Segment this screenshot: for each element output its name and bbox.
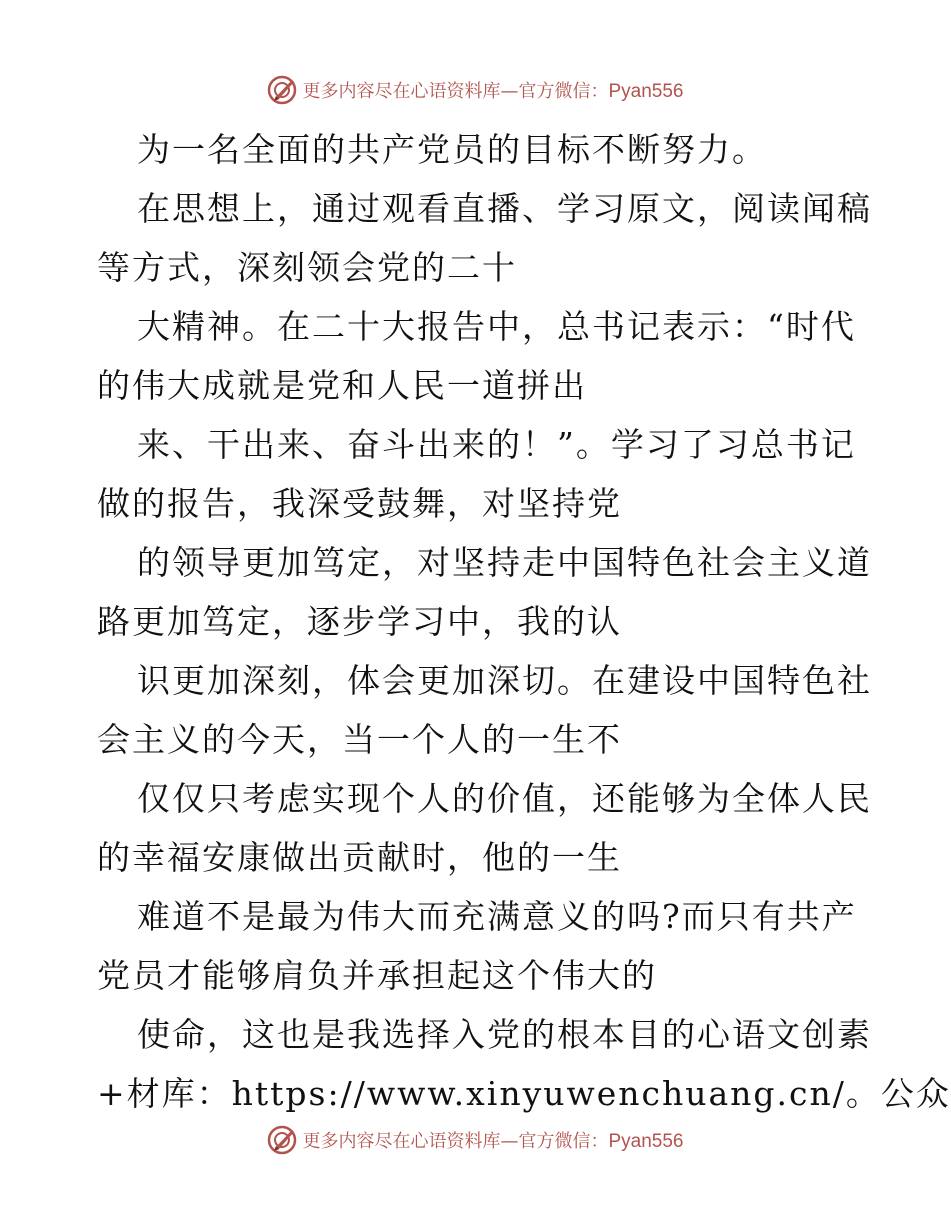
body-line: 的伟大成就是党和人民一道拼出 <box>97 366 587 405</box>
body-line: 的领导更加笃定，对坚持走中国特色社会主义道 <box>137 543 872 582</box>
footer-banner-text: 更多内容尽在心语资料库—官方微信：Pyan556 <box>302 1131 684 1152</box>
header-banner <box>0 70 950 110</box>
body-line: 大精神。在二十大报告中，总书记表示：“时代 <box>137 307 856 346</box>
body-line: 路更加笃定，逐步学习中，我的认 <box>97 602 622 641</box>
body-line: 党员才能够肩负并承担起这个伟大的 <box>97 956 657 995</box>
body-line: 会主义的今天，当一个人的一生不 <box>97 720 622 759</box>
body-line: 的幸福安康做出贡献时，他的一生 <box>97 838 622 877</box>
body-line: 识更加深刻，体会更加深切。在建设中国特色社 <box>137 661 872 700</box>
body-line: 仅仅只考虑实现个人的价值，还能够为全体人民 <box>137 779 872 818</box>
body-line: 难道不是最为伟大而充满意义的吗?而只有共产 <box>137 897 857 936</box>
body-line: 做的报告，我深受鼓舞，对坚持党 <box>97 484 622 523</box>
header-banner-text: 更多内容尽在心语资料库—官方微信：Pyan556 <box>302 81 684 102</box>
body-line: 为一名全面的共产党员的目标不断努力。 <box>137 130 767 169</box>
footer-banner <box>0 1120 950 1160</box>
document-body <box>97 120 951 1123</box>
body-line: 等方式，深刻领会党的二十 <box>97 248 517 287</box>
body-line: 来、干出来、奋斗出来的！”。学习了习总书记 <box>137 425 856 464</box>
body-line: +材库：https://www.xinyuwenchuang.cn/。公众 <box>97 1074 951 1113</box>
quill-logo-icon <box>266 1124 298 1156</box>
body-line: 在思想上，通过观看直播、学习原文，阅读闻稿 <box>137 189 872 228</box>
quill-logo-icon <box>266 74 298 106</box>
body-line: 使命，这也是我选择入党的根本目的心语文创素 <box>137 1015 872 1054</box>
